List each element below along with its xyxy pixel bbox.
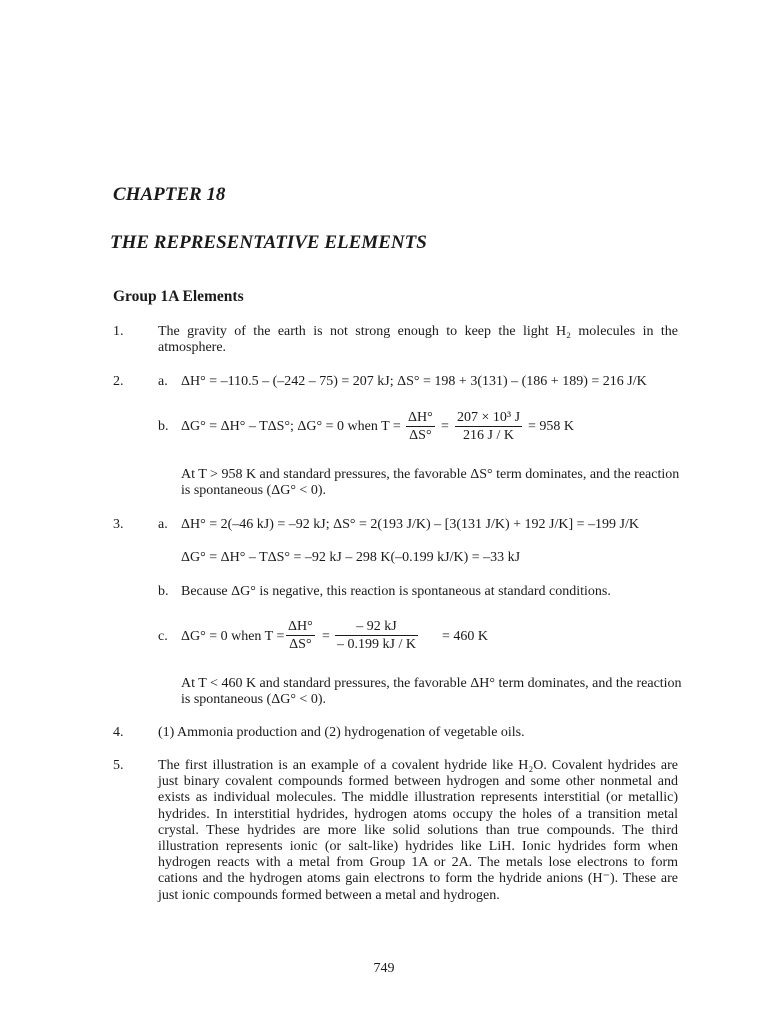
equals-sign: = [322,629,330,644]
fraction-denominator: ΔS° [406,426,435,444]
equals-sign: = [441,419,449,434]
problem-1-line-2: atmosphere. [158,340,227,355]
fraction-denominator: – 0.199 kJ / K [337,637,416,652]
explanation-line: is spontaneous (ΔG° < 0). [181,483,326,498]
page-number: 749 [373,961,395,976]
problem-4-text: (1) Ammonia production and (2) hydrogenation of vegetable oils. [158,725,525,740]
equation: ΔH° = 2(–46 kJ) = –92 kJ; ΔS° = 2(193 J/K) – [3(131 J/K) + 192 J/K] = –199 J/K [181,517,639,532]
fraction-numerator: – 92 kJ [356,619,397,634]
equation: ΔG° = ΔH° – TΔS°; ΔG° = 0 when T = [181,419,401,434]
explanation-line: is spontaneous (ΔG° < 0). [181,692,326,707]
problem-number: 3. [113,517,124,532]
fraction [455,410,522,444]
fraction-denominator: 216 J / K [455,426,522,444]
problem-number: 4. [113,725,124,740]
fraction [286,619,315,653]
fraction [335,619,418,653]
explanation-line: Because ΔG° is negative, this reaction is spontaneous at standard conditions. [181,584,611,599]
fraction-numerator: 207 × 10³ J [457,410,521,425]
explanation-line: At T < 460 K and standard pressures, the favorable ΔH° term dominates, and the reaction [181,676,682,691]
chapter-heading: CHAPTER 18 [113,184,226,205]
chapter-title: THE REPRESENTATIVE ELEMENTS [110,232,427,253]
result: = 958 K [528,419,575,434]
section-heading: Group 1A Elements [113,288,244,305]
problem-number: 1. [113,324,124,339]
part-label: b. [158,584,169,599]
fraction-numerator: ΔH° [288,619,313,634]
equation: ΔH° = –110.5 – (–242 – 75) = 207 kJ; ΔS° = 198 + 3(131) – (186 + 189) = 216 J/K [181,374,647,389]
problem-number: 5. [113,758,124,773]
result: = 460 K [442,629,489,644]
part-label: a. [158,517,168,532]
equation: ΔG° = ΔH° – TΔS° = –92 kJ – 298 K(–0.199 kJ/K) = –33 kJ [181,550,521,565]
problem-1-line-1: The gravity of the earth is not strong enough to keep the light H₂ molecules in the [158,324,678,339]
part-label: a. [158,374,168,389]
problem-number: 2. [113,374,124,389]
part-label: b. [158,419,169,434]
explanation-line: At T > 958 K and standard pressures, the favorable ΔS° term dominates, and the reaction [181,467,680,482]
fraction [406,410,435,444]
problem-5-paragraph: The first illustration is an example of a covalent hydride like H₂O. Covalent hydrides are just binary covalent compounds formed between hydrogen and some other nonmetal and exists as individual molecules. The middle illustration represents interstitial (or metallic) hydrides. In interstitial hydrides, hydrogen atoms occupy the holes of a transition metal crystal. These hydrides are more like solid solutions than true compounds. The third illustration represents ionic (or salt-like) hydrides like LiH. Ionic hydrides form when hydrogen reacts with a metal from Group 1A or 2A. The metals lose electrons to form cations and the hydrogen atoms gain electrons to form the hydride anions (H⁻). These are just ionic compounds formed between a metal and hydrogen. [158,758,678,903]
fraction-numerator: ΔH° [408,410,433,425]
equation: ΔG° = 0 when T = [181,629,285,644]
fraction-denominator: ΔS° [286,635,315,653]
part-label: c. [158,629,168,644]
